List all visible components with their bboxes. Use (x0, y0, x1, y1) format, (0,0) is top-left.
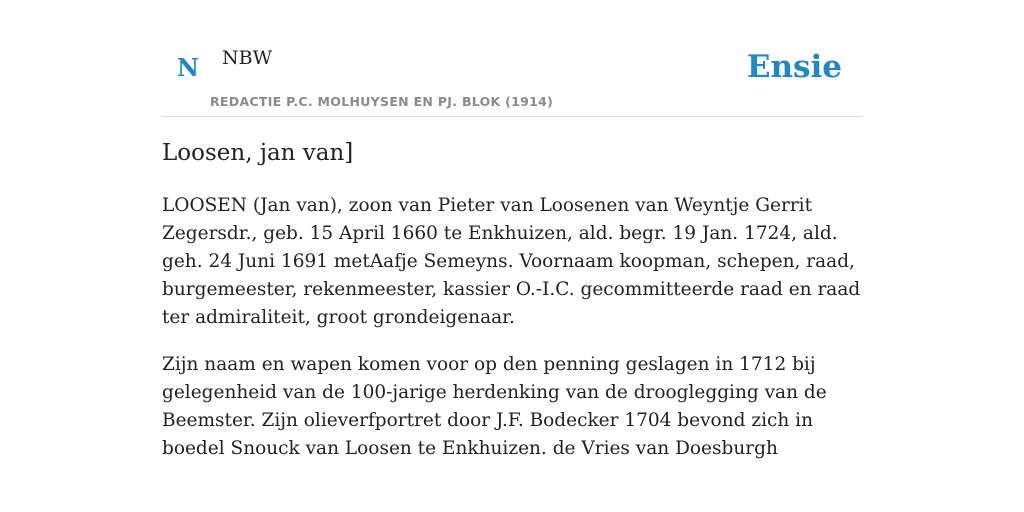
brand-logo[interactable]: Ensie (746, 49, 842, 85)
article-card (162, 0, 862, 512)
article-paragraph-2: Zijn naam en wapen komen voor op den penning geslagen in 1712 bij gelegenheid van de 100-jarige herdenking van de drooglegging van de Beemster. Zijn olieverfportret door J.F. Bodecker 1704 bevond zich in boedel Snouck van Loosen te Enkhuizen. de Vries van Doesburgh (162, 354, 827, 459)
source-header (162, 0, 862, 117)
source-subtitle: REDACTIE P.C. MOLHUYSEN EN PJ. BLOK (1914) (210, 94, 554, 109)
source-title[interactable]: NBW (222, 47, 273, 69)
article-title: Loosen, jan van] (162, 140, 354, 166)
source-logo[interactable]: N (177, 53, 199, 82)
article-paragraph-1: LOOSEN (Jan van), zoon van Pieter van Loosenen van Weyntje Gerrit Zegersdr., geb. 15 April 1660 te Enkhuizen, ald. begr. 19 Jan. 1724, ald. geh. 24 Juni 1691 metAafje Semeyns. Voornaam koopman, schepen, raad, burgemeester, rekenmeester, kassier O.-I.C. gecommitteerde raad en raad ter admiraliteit, groot grondeigenaar. (162, 195, 861, 328)
